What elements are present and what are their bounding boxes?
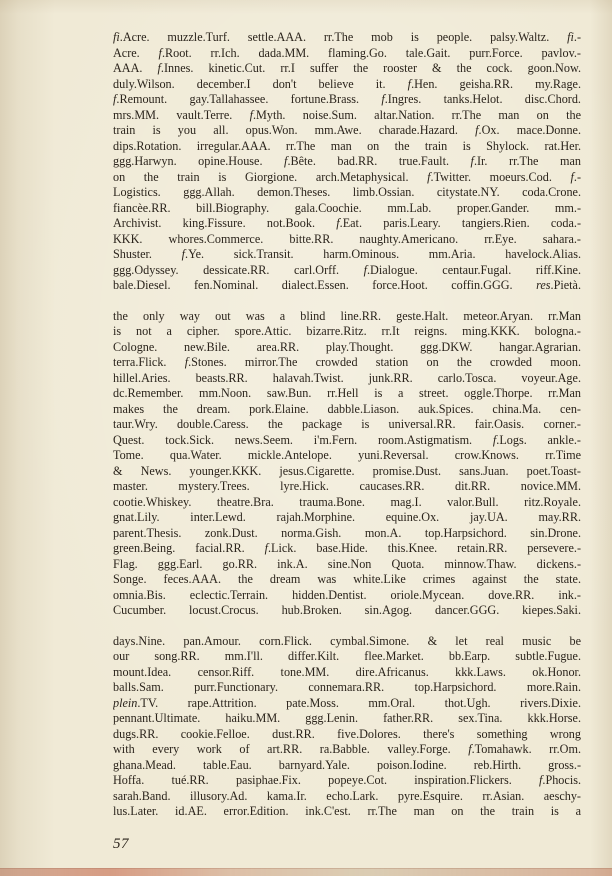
- text-line: Acre. f.Root. rr.Ich. dada.MM. flaming.Go. tale.Gait. purr.Force. pavlov.-: [113, 45, 581, 60]
- page-bottom-scan-edge: [0, 868, 612, 876]
- text-line: fiancèe.RR. bill.Biography. gala.Coochie. mm.Lab. proper.Gander. mm.-: [113, 200, 581, 215]
- text-line: on the train is Giorgione. arch.Metaphysical. f.Twitter. moeurs.Cod. f.-: [113, 169, 581, 184]
- text-line: duly.Wilson. december.I don't believe it. f.Hen. geisha.RR. my.Rage.: [113, 76, 581, 91]
- text-line: f.Remount. gay.Tallahassee. fortune.Brass. f.Ingres. tanks.Helot. disc.Chord.: [113, 92, 581, 106]
- text-line: ghana.Mead. table.Eau. barnyard.Yale. poison.Iodine. reb.Hirth. gross.-: [113, 757, 581, 772]
- text-line: train is you all. opus.Won. mm.Awe. charade.Hazard. f.Ox. mace.Donne.: [113, 123, 581, 137]
- text-line: Quest. tock.Sick. news.Seem. i'm.Fern. room.Astigmatism. f.Logs. ankle.-: [113, 432, 581, 447]
- text-line: Cologne. new.Bile. area.RR. play.Thought. ggg.DKW. hangar.Agrarian.: [113, 339, 581, 354]
- text-line: omnia.Bis. eclectic.Terrain. hidden.Dentist. oriole.Mycean. dove.RR. ink.-: [113, 587, 581, 602]
- text-line: is not a cipher. spore.Attic. bizarre.Ritz. rr.It reigns. ming.KKK. bologna.-: [113, 324, 581, 338]
- text-line: hillel.Aries. beasts.RR. halavah.Twist. junk.RR. carlo.Tosca. voyeur.Age.: [113, 370, 581, 385]
- text-line: plein.TV. rape.Attrition. pate.Moss. mm.Oral. thot.Ugh. rivers.Dixie.: [113, 695, 581, 710]
- text-line: Hoffa. tué.RR. pasiphae.Fix. popeye.Cot. inspiration.Flickers. f.Phocis.: [113, 773, 581, 787]
- text-line: with every work of art.RR. ra.Babble. valley.Forge. f.Tomahawk. rr.Om.: [113, 742, 581, 756]
- text-line: master. mystery.Trees. lyre.Hick. caucases.RR. dit.RR. novice.MM.: [113, 479, 581, 493]
- text-line: dips.Rotation. irregular.AAA. rr.The man on the train is Shylock. rat.Her.: [113, 138, 581, 153]
- text-line: bale.Diesel. fen.Nominal. dialect.Essen. force.Hoot. coffin.GGG. res.Pietà.: [113, 278, 581, 292]
- text-line: mrs.MM. vault.Terre. f.Myth. noise.Sum. altar.Nation. rr.The man on the: [113, 107, 581, 122]
- text-line: AAA. f.Innes. kinetic.Cut. rr.I suffer the rooster & the cock. goon.Now.: [113, 61, 581, 75]
- text-line: balls.Sam. purr.Functionary. connemara.RR. top.Harpsichord. more.Rain.: [113, 680, 581, 694]
- text-line: parent.Thesis. zonk.Dust. norma.Gish. mon.A. top.Harpsichord. sin.Drone.: [113, 525, 581, 540]
- text-line: cootie.Whiskey. theatre.Bra. trauma.Bone. mag.I. valor.Bull. ritz.Royale.: [113, 494, 581, 509]
- text-line: Archivist. king.Fissure. not.Book. f.Eat. paris.Leary. tangiers.Rien. coda.-: [113, 216, 581, 230]
- text-line: the only way out was a blind line.RR. geste.Halt. meteor.Aryan. rr.Man: [113, 308, 581, 323]
- text-line: pennant.Ultimate. haiku.MM. ggg.Lenin. father.RR. sex.Tina. kkk.Horse.: [113, 711, 581, 725]
- text-line: Tome. qua.Water. mickle.Antelope. yuni.Reversal. crow.Knows. rr.Time: [113, 448, 581, 462]
- text-line: ggg.Odyssey. dessicate.RR. carl.Orff. f.Dialogue. centaur.Fugal. riff.Kine.: [113, 262, 581, 277]
- text-line: fi.Acre. muzzle.Turf. settle.AAA. rr.The mob is people. palsy.Waltz. fi.-: [113, 30, 581, 44]
- text-line: ggg.Harwyn. opine.House. f.Bête. bad.RR. true.Fault. f.Ir. rr.The man: [113, 154, 581, 168]
- paragraph-2: [113, 309, 581, 619]
- text-line: gnat.Lily. inter.Lewd. rajah.Morphine. equine.Ox. jay.UA. may.RR.: [113, 510, 581, 524]
- text-line: mount.Idea. censor.Riff. tone.MM. dire.Africanus. kkk.Laws. ok.Honor.: [113, 664, 581, 679]
- paragraph-1: [113, 30, 581, 294]
- text-line: dugs.RR. cookie.Felloe. dust.RR. five.Dolores. there's something wrong: [113, 726, 581, 741]
- text-line: taur.Wry. double.Caress. the package is universal.RR. fair.Oasis. corner.-: [113, 417, 581, 431]
- text-line: terra.Flick. f.Stones. mirror.The crowded station on the crowded moon.: [113, 355, 581, 369]
- text-line: Logistics. ggg.Allah. demon.Theses. limb.Ossian. citystate.NY. coda.Crone.: [113, 185, 581, 199]
- text-block: [113, 30, 581, 820]
- text-line: Flag. ggg.Earl. go.RR. ink.A. sine.Non Quota. minnow.Thaw. dickens.-: [113, 556, 581, 571]
- text-line: days.Nine. pan.Amour. corn.Flick. cymbal.Simone. & let real music be: [113, 633, 581, 648]
- text-line: KKK. whores.Commerce. bitte.RR. naughty.Americano. rr.Eye. sahara.-: [113, 231, 581, 246]
- text-line: dc.Remember. mm.Noon. saw.Bun. rr.Hell is a street. oggle.Thorpe. rr.Man: [113, 386, 581, 400]
- text-line: our song.RR. mm.I'll. differ.Kilt. flee.Market. bb.Earp. subtle.Fugue.: [113, 649, 581, 663]
- paragraph-3: [113, 634, 581, 820]
- text-line: Cucumber. locust.Crocus. hub.Broken. sin.Agog. dancer.GGG. kiepes.Saki.: [113, 603, 581, 617]
- text-line: lus.Later. id.AE. error.Edition. ink.C'est. rr.The man on the train is a: [113, 804, 581, 818]
- text-line: makes the dream. pork.Elaine. dabble.Liason. auk.Spices. china.Ma. cen-: [113, 401, 581, 416]
- text-line: Songe. feces.AAA. the dream was white.Like crimes against the state.: [113, 572, 581, 586]
- page-number: 57: [113, 836, 129, 852]
- text-line: & News. younger.KKK. jesus.Cigarette. promise.Dust. sans.Juan. poet.Toast-: [113, 463, 581, 478]
- text-line: Shuster. f.Ye. sick.Transit. harm.Ominous. mm.Aria. havelock.Alias.: [113, 247, 581, 261]
- text-line: sarah.Band. illusory.Ad. kama.Ir. echo.Lark. pyre.Esquire. rr.Asian. aeschy-: [113, 788, 581, 803]
- text-line: green.Being. facial.RR. f.Lick. base.Hide. this.Knee. retain.RR. persevere.-: [113, 541, 581, 555]
